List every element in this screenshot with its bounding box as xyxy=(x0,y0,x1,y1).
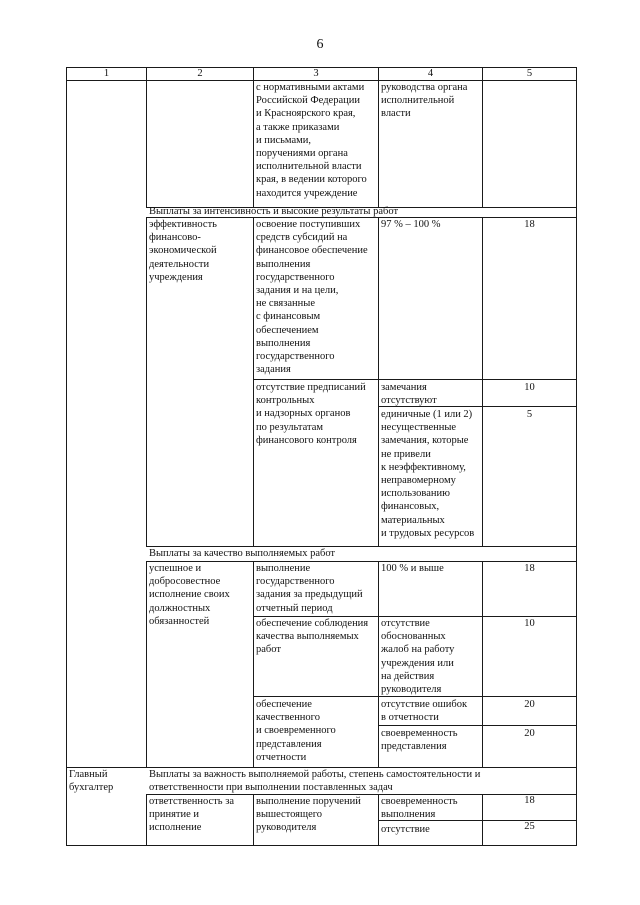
column-header: 1 xyxy=(103,68,110,79)
criterion-cell: с нормативными актами Российской Федерации и Красноярского края, а также приказами и письмами, поручениями органа исполнительной власти края, в ведении которого находится учреждение xyxy=(256,82,367,199)
section-heading: Выплаты за важность выполняемой работы, степень самостоятельности и ответственности при выполнении поставленных задач xyxy=(149,769,481,794)
table-border-bottom xyxy=(66,845,577,846)
indicator-name: успешное и добросовестное исполнение своих должностных обязанностей xyxy=(149,563,230,627)
column-divider-2 xyxy=(253,561,254,767)
points-cell: 18 xyxy=(524,795,535,806)
page-number: 6 xyxy=(316,37,324,52)
criterion-cell: обеспечение соблюдения качества выполняемых работ xyxy=(256,618,369,656)
points-cell: 25 xyxy=(524,821,535,832)
points-cell: 5 xyxy=(526,409,533,420)
condition-cell: руководства органа исполнительной власти xyxy=(381,82,468,120)
column-header: 3 xyxy=(313,68,319,79)
criterion-cell: отсутствие предписаний контрольных и надзорных органов по результатам финансового контроля xyxy=(256,382,366,446)
points-cell: 10 xyxy=(524,382,535,393)
condition-cell: отсутствие обоснованных жалоб на работу учреждения или на действия руководителя xyxy=(381,618,455,696)
column-divider-1 xyxy=(146,67,147,207)
column-divider-1 xyxy=(146,794,147,846)
column-divider-3 xyxy=(378,217,379,546)
table-border-left xyxy=(66,67,67,846)
column-divider-2 xyxy=(253,794,254,846)
criterion-cell: выполнение государственного задания за предыдущий отчетный период xyxy=(256,563,363,614)
column-divider-1 xyxy=(146,561,147,767)
condition-cell: единичные (1 или 2) несущественные замечания, которые не привели к неэффективному, неправомерному использованию финансовых, материальных и трудовых ресурсов xyxy=(381,409,475,539)
table-border-right xyxy=(576,67,577,846)
points-cell: 18 xyxy=(524,219,535,230)
indicator-name: эффективность финансово- экономической деятельности учреждения xyxy=(149,219,217,283)
column-divider-1 xyxy=(146,217,147,546)
column-divider-4 xyxy=(482,67,483,207)
condition-cell: отсутствие ошибок в отчетности xyxy=(381,699,468,724)
position-name: Главный бухгалтер xyxy=(69,769,114,794)
condition-cell: своевременность представления xyxy=(381,728,458,753)
column-header: 2 xyxy=(197,68,203,79)
criterion-cell: освоение поступивших средств субсидий на финансовое обеспечение выполнения государственного задания и на цели, не связанные с финансовым обеспечением выполнения государственного задания xyxy=(256,219,368,376)
section-heading: Выплаты за интенсивность и высокие результаты работ xyxy=(149,206,399,217)
column-divider-2 xyxy=(253,67,254,207)
column-divider-2 xyxy=(253,217,254,546)
points-cell: 10 xyxy=(524,618,535,629)
row-divider xyxy=(378,725,577,726)
column-header: 4 xyxy=(427,68,434,79)
condition-cell: отсутствие xyxy=(381,824,430,835)
points-cell: 20 xyxy=(524,728,535,739)
condition-cell: своевременность выполнения xyxy=(381,796,458,821)
section-heading: Выплаты за качество выполняемых работ xyxy=(149,548,336,559)
points-cell: 20 xyxy=(524,699,535,710)
indicator-name: ответственность за принятие и исполнение xyxy=(149,796,234,834)
row-divider xyxy=(253,379,577,380)
column-header: 5 xyxy=(526,68,533,79)
condition-cell: 97 % – 100 % xyxy=(381,219,441,230)
criterion-cell: обеспечение качественного и своевременного представления отчетности xyxy=(256,699,336,763)
condition-cell: замечания отсутствуют xyxy=(381,382,437,407)
column-divider-3 xyxy=(378,561,379,767)
criterion-cell: выполнение поручений вышестоящего руководителя xyxy=(256,796,361,834)
condition-cell: 100 % и выше xyxy=(381,563,444,574)
column-divider-3 xyxy=(378,67,379,207)
points-cell: 18 xyxy=(524,563,535,574)
